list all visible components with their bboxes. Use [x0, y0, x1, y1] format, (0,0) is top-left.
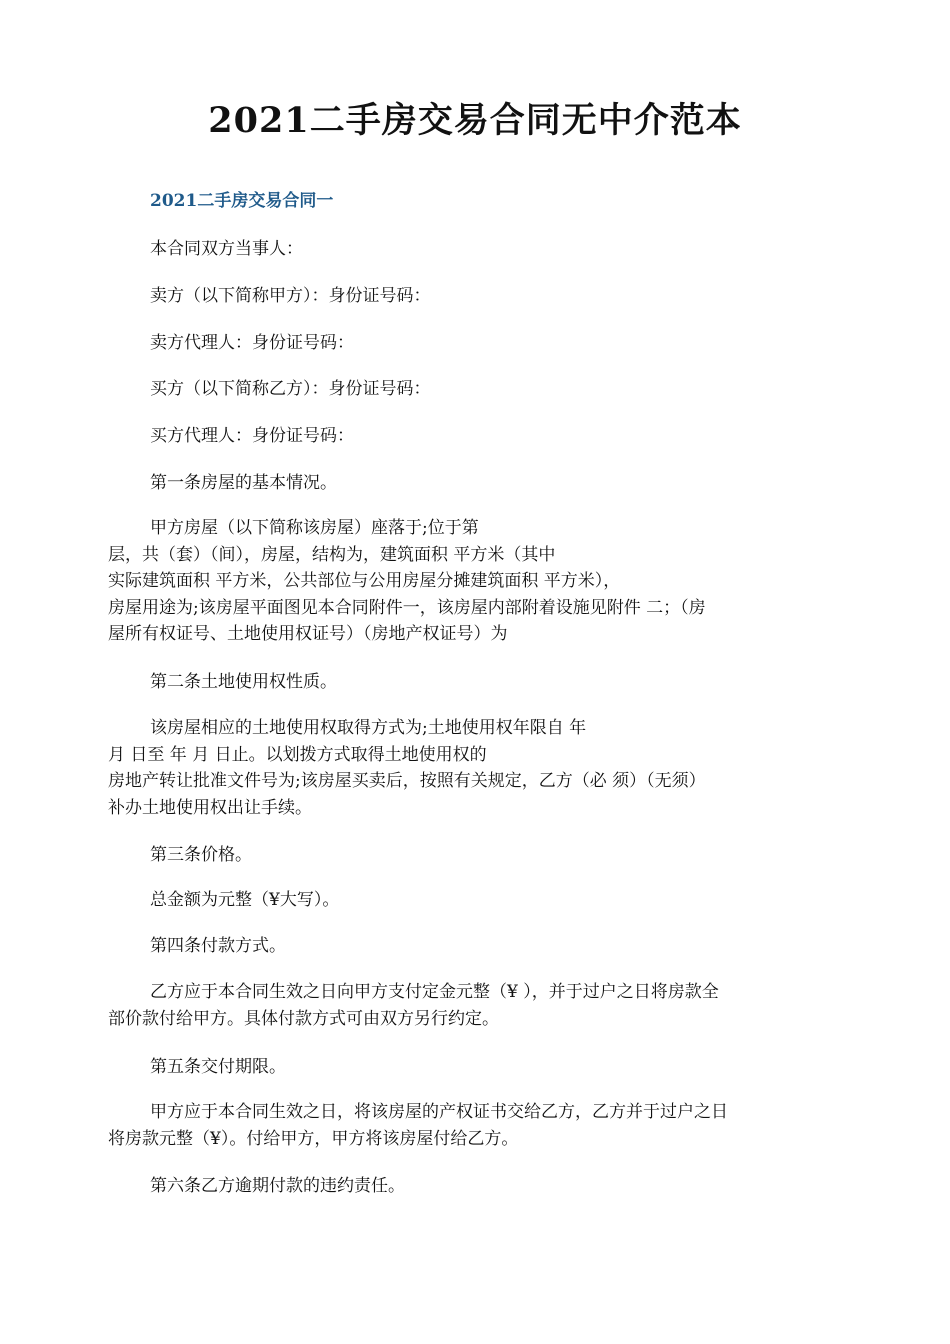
seller-agent-line: 卖方代理人：身份证号码：: [150, 333, 354, 353]
article-1-heading: 第一条房屋的基本情况。: [150, 473, 337, 493]
article-4-body: [108, 979, 848, 1032]
article-5-body: [108, 1099, 848, 1152]
article-2-body: [108, 715, 848, 821]
parties-intro: 本合同双方当事人：: [150, 239, 303, 259]
article-4-line: 乙方应于本合同生效之日向甲方支付定金元整（¥ ），并于过户之日将房款全: [150, 982, 719, 1002]
article-2-line: 该房屋相应的土地使用权取得方式为;土地使用权年限自 年: [150, 718, 587, 738]
article-1-line: 甲方房屋（以下简称该房屋）座落于;位于第: [150, 518, 479, 538]
seller-line: 卖方（以下简称甲方）：身份证号码：: [150, 286, 431, 306]
article-3-text: 总金额为元整（¥大写）。: [150, 890, 340, 910]
article-1-line: 层，共（套）（间），房屋，结构为，建筑面积 平方米（其中: [108, 544, 556, 565]
article-1-body: [108, 515, 848, 648]
buyer-agent-line: 买方代理人：身份证号码：: [150, 426, 354, 446]
article-1-line: 屋所有权证号、土地使用权证号）（房地产权证号）为: [108, 624, 508, 644]
document-title: 2021二手房交易合同无中介范本: [208, 100, 742, 141]
buyer-line: 买方（以下简称乙方）：身份证号码：: [150, 379, 431, 399]
article-4-heading: 第四条付款方式。: [150, 936, 286, 956]
article-5-line: 将房款元整（¥）。付给甲方，甲方将该房屋付给乙方。: [108, 1128, 519, 1149]
article-4-line: 部价款付给甲方。具体付款方式可由双方另行约定。: [108, 1008, 499, 1029]
article-2-heading: 第二条土地使用权性质。: [150, 672, 337, 692]
section-subtitle: 2021二手房交易合同一: [150, 191, 334, 211]
article-1-line: 实际建筑面积 平方米，公共部位与公用房屋分摊建筑面积 平方米），: [108, 571, 621, 591]
article-5-heading: 第五条交付期限。: [150, 1057, 286, 1077]
article-6-heading: 第六条乙方逾期付款的违约责任。: [150, 1176, 405, 1196]
article-3-heading: 第三条价格。: [150, 845, 252, 865]
article-5-line: 甲方应于本合同生效之日，将该房屋的产权证书交给乙方，乙方并于过户之日: [150, 1102, 728, 1122]
article-2-line: 补办土地使用权出让手续。: [108, 797, 312, 818]
article-2-line: 房地产转让批准文件号为;该房屋买卖后，按照有关规定，乙方（必 须）（无须）: [108, 771, 706, 791]
article-1-line: 房屋用途为;该房屋平面图见本合同附件一，该房屋内部附着设施见附件 二；（房: [108, 597, 706, 618]
article-2-line: 月 日至 年 月 日止。以划拨方式取得土地使用权的: [108, 744, 487, 765]
